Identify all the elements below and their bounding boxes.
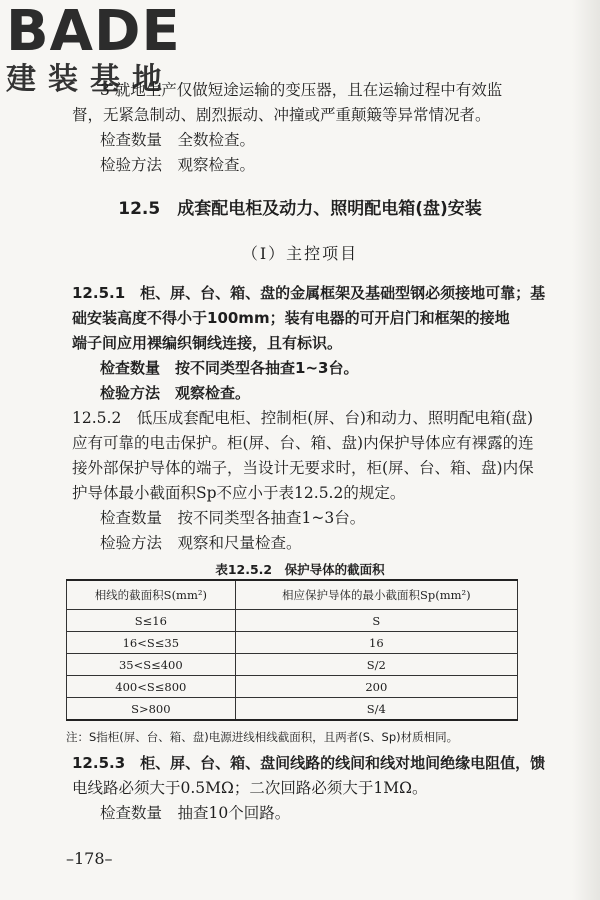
table-row [67,676,518,698]
clause-12-5-2-line-1: 12.5.2 低压成套配电柜、控制柜(屏、台)和动力、照明配电箱(盘) [72,409,533,427]
table-cell: S [235,610,517,632]
table-row [67,610,518,632]
table-row [67,632,518,654]
clause-12-5-1-line-2: 础安装高度不得小于100mm；装有电器的可开启门和框架的接地 [72,309,510,327]
header-protective-section: 相应保护导体的最小截面积Sp(mm²) [235,580,517,610]
table-cell: S/4 [235,698,517,721]
clause-12-5-1-line-1: 12.5.1 柜、屏、台、箱、盘的金属框架及基础型钢必须接地可靠；基 [72,284,546,302]
page-edge-shadow [572,0,600,900]
table-cell: S/2 [235,654,517,676]
table-cell: S>800 [67,698,236,721]
inspect-method: 检验方法 观察检查。 [100,384,251,402]
section-title: 12.5 成套配电柜及动力、照明配电箱(盘)安装 [118,199,482,219]
page-number: –178– [66,849,113,868]
inspect-quantity: 检查数量 全数检查。 [100,131,256,149]
table-row [67,698,518,721]
protective-conductor-table [66,579,518,721]
inspect-quantity: 检查数量 按不同类型各抽查1~3台。 [100,509,366,527]
clause-12-5-3-line-1: 12.5.3 柜、屏、台、箱、盘间线路的线间和线对地间绝缘电阻值，馈 [72,754,546,772]
clause-12-5-1-line-3: 端子间应用裸编织铜线连接，且有标识。 [72,334,343,352]
table-cell: 16 [235,632,517,654]
clause-12-5-2-line-3: 接外部保护导体的端子，当设计无要求时，柜(屏、台、箱、盘)内保 [72,459,534,477]
intro-line-1: 3 就地生产仅做短途运输的变压器，且在运输过程中有效监 [100,81,503,99]
table-cell: S≤16 [67,610,236,632]
table-cell: 35<S≤400 [67,654,236,676]
clause-12-5-3-line-2: 电线路必须大于0.5MΩ；二次回路必须大于1MΩ。 [72,779,428,797]
logo-brand: BADE [6,0,181,64]
inspect-method: 检验方法 观察和尺量检查。 [100,534,302,552]
table-note: 注：S指柜(屏、台、箱、盘)电源进线相线截面积，且两者(S、Sp)材质相同。 [66,730,459,744]
inspect-method: 检验方法 观察检查。 [100,156,256,174]
intro-line-2: 督，无紧急制动、剧烈振动、冲撞或严重颠簸等异常情况者。 [72,106,491,124]
inspect-quantity: 检查数量 按不同类型各抽查1~3台。 [100,359,359,377]
table-row [67,654,518,676]
subsection-title: （Ⅰ）主控项目 [241,244,359,263]
table-cell: 400<S≤800 [67,676,236,698]
table-caption: 表12.5.2 保护导体的截面积 [215,562,385,577]
logo-subtitle: 建装基地 [6,62,174,97]
clause-12-5-2-line-2: 应有可靠的电击保护。柜(屏、台、箱、盘)内保护导体应有裸露的连 [72,434,534,452]
table-header-row [67,580,518,610]
clause-12-5-2-line-4: 护导体最小截面积Sp不应小于表12.5.2的规定。 [72,484,406,502]
header-phase-section: 相线的截面积S(mm²) [67,580,236,610]
inspect-quantity: 检查数量 抽查10个回路。 [100,804,291,822]
table-cell: 200 [235,676,517,698]
table-cell: 16<S≤35 [67,632,236,654]
